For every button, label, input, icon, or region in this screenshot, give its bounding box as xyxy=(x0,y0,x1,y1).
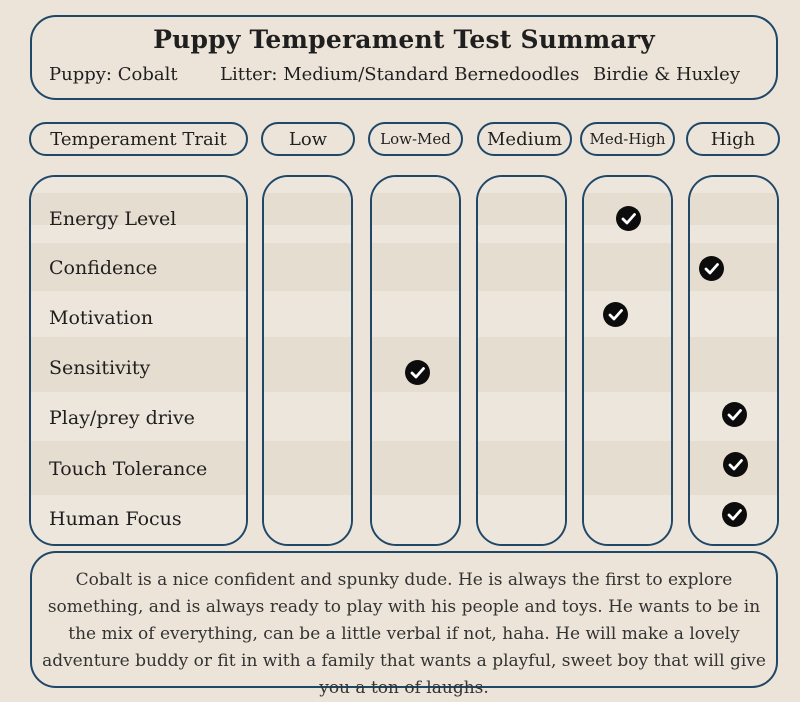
trait-column xyxy=(29,175,248,546)
row-stripe xyxy=(372,291,459,337)
low-med-column xyxy=(370,175,461,546)
trait-label-play-prey-drive: Play/prey drive xyxy=(49,407,195,429)
row-stripe xyxy=(478,225,565,243)
row-stripe xyxy=(372,441,459,495)
row-stripe xyxy=(584,392,671,441)
column-header-low-med: Low-Med xyxy=(368,122,463,156)
row-stripe xyxy=(372,392,459,441)
row-stripe xyxy=(372,225,459,243)
trait-label-sensitivity: Sensitivity xyxy=(49,357,151,379)
row-stripe xyxy=(584,291,671,337)
checkmark-icon xyxy=(603,302,628,327)
row-stripe xyxy=(478,495,565,546)
row-stripe xyxy=(478,243,565,291)
med-high-column xyxy=(582,175,673,546)
row-stripe xyxy=(372,243,459,291)
row-stripe xyxy=(584,337,671,392)
checkmark-icon xyxy=(616,206,641,231)
column-header-med-high: Med-High xyxy=(580,122,675,156)
row-stripe xyxy=(264,495,351,546)
column-header-medium: Medium xyxy=(477,122,572,156)
row-stripe xyxy=(478,441,565,495)
row-stripe xyxy=(690,337,777,392)
row-stripe xyxy=(584,495,671,546)
row-stripe xyxy=(372,495,459,546)
trait-label-human-focus: Human Focus xyxy=(49,508,182,530)
high-column xyxy=(688,175,779,546)
checkmark-icon xyxy=(722,502,747,527)
summary-box xyxy=(30,551,778,698)
trait-label-energy-level: Energy Level xyxy=(49,208,177,230)
checkmark-icon xyxy=(722,402,747,427)
row-stripe xyxy=(264,243,351,291)
column-header-low: Low xyxy=(261,122,355,156)
row-stripe xyxy=(478,177,565,193)
row-stripe xyxy=(264,392,351,441)
parent-names: Birdie & Huxley xyxy=(592,64,740,85)
row-stripe xyxy=(478,392,565,441)
column-header-high: High xyxy=(686,122,780,156)
page-title: Puppy Temperament Test Summary xyxy=(153,25,655,54)
row-stripe xyxy=(264,225,351,243)
row-stripe xyxy=(31,177,246,193)
trait-label-motivation: Motivation xyxy=(49,307,154,329)
header-box xyxy=(30,15,778,100)
medium-column xyxy=(476,175,567,546)
row-stripe xyxy=(264,441,351,495)
row-stripe xyxy=(478,337,565,392)
row-stripe xyxy=(690,193,777,225)
row-stripe xyxy=(478,193,565,225)
row-stripe xyxy=(584,243,671,291)
row-stripe xyxy=(690,225,777,243)
low-column xyxy=(262,175,353,546)
row-stripe xyxy=(264,337,351,392)
trait-label-confidence: Confidence xyxy=(49,257,158,279)
row-stripe xyxy=(584,177,671,193)
row-stripe xyxy=(372,177,459,193)
puppy-name: Puppy: Cobalt xyxy=(49,64,178,85)
row-stripe xyxy=(264,177,351,193)
checkmark-icon xyxy=(405,360,430,385)
summary-text: Cobalt is a nice confident and spunky dude. He is always the first to explore something, and is always ready to play with his people and toys. He wants to be in the mix of everything, can be a little verbal if not, haha. He will make a lovely adventure buddy or fit in with a family that wants a playful, sweet boy that will give you a ton of laughs. xyxy=(42,570,766,698)
row-stripe xyxy=(690,177,777,193)
column-header-trait: Temperament Trait xyxy=(29,122,248,156)
row-stripe xyxy=(372,193,459,225)
row-stripe xyxy=(690,291,777,337)
trait-label-touch-tolerance: Touch Tolerance xyxy=(49,458,208,480)
row-stripe xyxy=(264,291,351,337)
row-stripe xyxy=(478,291,565,337)
row-stripe xyxy=(264,193,351,225)
litter-name: Litter: Medium/Standard Bernedoodles xyxy=(220,64,580,85)
checkmark-icon xyxy=(699,256,724,281)
checkmark-icon xyxy=(723,452,748,477)
row-stripe xyxy=(584,441,671,495)
